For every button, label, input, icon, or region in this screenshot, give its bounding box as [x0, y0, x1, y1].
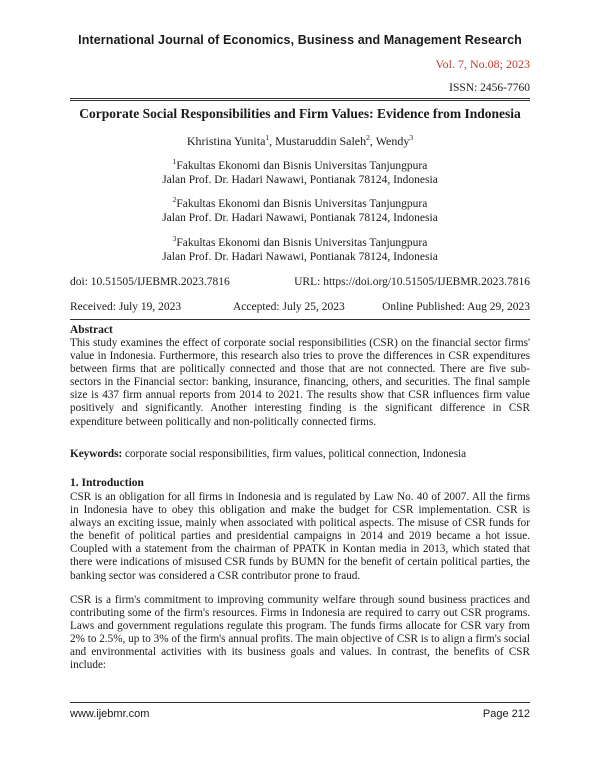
paragraph-text: CSR is an obligation for all firms in Indonesia and is regulated by Law No. 40 of 2007. All the firms in Indonesia have to obey this obligation and make the budget for CSR implementation. CSR is always an exciting issue, mainly when associated with political aspects. The misuse of CSR funds for the benefit of political parties and presidential campaigns in 2014 and 2019 became a hot issue. Coupled with a statement from the chairman of PPATK in Kontan media in 2013, which stated that there were indications of misused CSR funds by BUMN for the benefit of certain political parties, the banking sector was considered a CSR contributor prone to fraud.: [70, 491, 530, 582]
author-separator: ,: [269, 134, 276, 148]
author-name: Mustaruddin Saleh: [275, 134, 367, 148]
doi-url: URL: https://doi.org/10.51505/IJEBMR.2023.7816: [294, 276, 530, 288]
affiliation-institution: Fakultas Ekonomi dan Bisnis Universitas Tanjungpura: [176, 237, 428, 249]
affiliation-address: Jalan Prof. Dr. Hadari Nawawi, Pontianak 78124, Indonesia: [162, 174, 438, 186]
header-rule: [70, 98, 530, 101]
abstract-text: [70, 337, 530, 429]
keywords-text: corporate social responsibilities, firm values, political connection, Indonesia: [122, 448, 467, 460]
author-name: Khristina Yunita: [186, 134, 266, 148]
abstract-body: This study examines the effect of corporate social responsibilities (CSR) on the financial sector firms' value in Indonesia. Furthermore, this research also tries to prove the differences in CSR expenditures between firms that are politically connected and those that are not connected. There are five sub-sectors in the Financial sector: banking, insurance, financing, others, and securities. The final sample size is 437 firm annual reports from 2014 to 2021. The results show that CSR influences firm value positively and significantly. Another interesting finding is the significant difference in CSR expenditure between politically and non-politically connected firms.: [70, 337, 530, 428]
paper-title: Corporate Social Responsibilities and Firm Values: Evidence from Indonesia: [79, 106, 521, 121]
affiliation-mark: 2: [172, 195, 177, 205]
author-separator: ,: [369, 134, 376, 148]
published-date: Online Published: Aug 29, 2023: [382, 301, 530, 313]
paragraph-text: CSR is a firm's commitment to improving community welfare through sound business practices and contributing some of the firm's resources. Firms in Indonesia are required to carry out CSR programs. Laws and government regulations regulate this program. The funds firms allocate for CSR vary from 2% to 2.5%, up to 3% of the firm's annual profits. The main objective of CSR is to align a firm's social and environmental activities with its business goals and values. In contrast, the benefits of CSR include:: [70, 594, 530, 672]
affiliation-1: [0, 159, 600, 187]
affiliation-institution: Fakultas Ekonomi dan Bisnis Universitas Tanjungpura: [176, 198, 428, 210]
affiliation-3: [0, 236, 600, 264]
affiliation-mark: 3: [172, 234, 177, 244]
affiliation-address: Jalan Prof. Dr. Hadari Nawawi, Pontianak 78124, Indonesia: [162, 251, 438, 263]
received-date: Received: July 19, 2023: [70, 301, 182, 313]
author-mark: 2: [366, 133, 370, 142]
issn: ISSN: 2456-7760: [449, 82, 530, 94]
accepted-date: Accepted: July 25, 2023: [233, 301, 345, 313]
keywords-label: Keywords:: [70, 448, 123, 460]
author-mark: 3: [409, 133, 414, 142]
introduction-heading: 1. Introduction: [70, 477, 144, 489]
volume-issue: Vol. 7, No.08; 2023: [435, 57, 530, 71]
introduction-paragraph-1: [70, 491, 530, 583]
affiliation-institution: Fakultas Ekonomi dan Bisnis Universitas Tanjungpura: [176, 160, 428, 172]
author-name: Wendy: [375, 134, 410, 148]
page-number: Page 212: [482, 708, 530, 720]
affiliation-address: Jalan Prof. Dr. Hadari Nawawi, Pontianak 78124, Indonesia: [162, 212, 438, 224]
introduction-paragraph-2: [70, 594, 530, 673]
footer-rule: [70, 702, 530, 703]
author-mark: 1: [265, 133, 270, 142]
meta-rule: [70, 319, 530, 320]
affiliation-2: [0, 197, 600, 225]
author-list: [0, 134, 600, 148]
keywords: [70, 448, 530, 461]
abstract-heading: Abstract: [70, 324, 113, 336]
journal-name: International Journal of Economics, Business and Management Research: [78, 33, 522, 47]
doi: doi: 10.51505/IJEBMR.2023.7816: [70, 276, 230, 288]
footer-website: www.ijebmr.com: [70, 708, 150, 720]
affiliation-mark: 1: [172, 157, 177, 167]
